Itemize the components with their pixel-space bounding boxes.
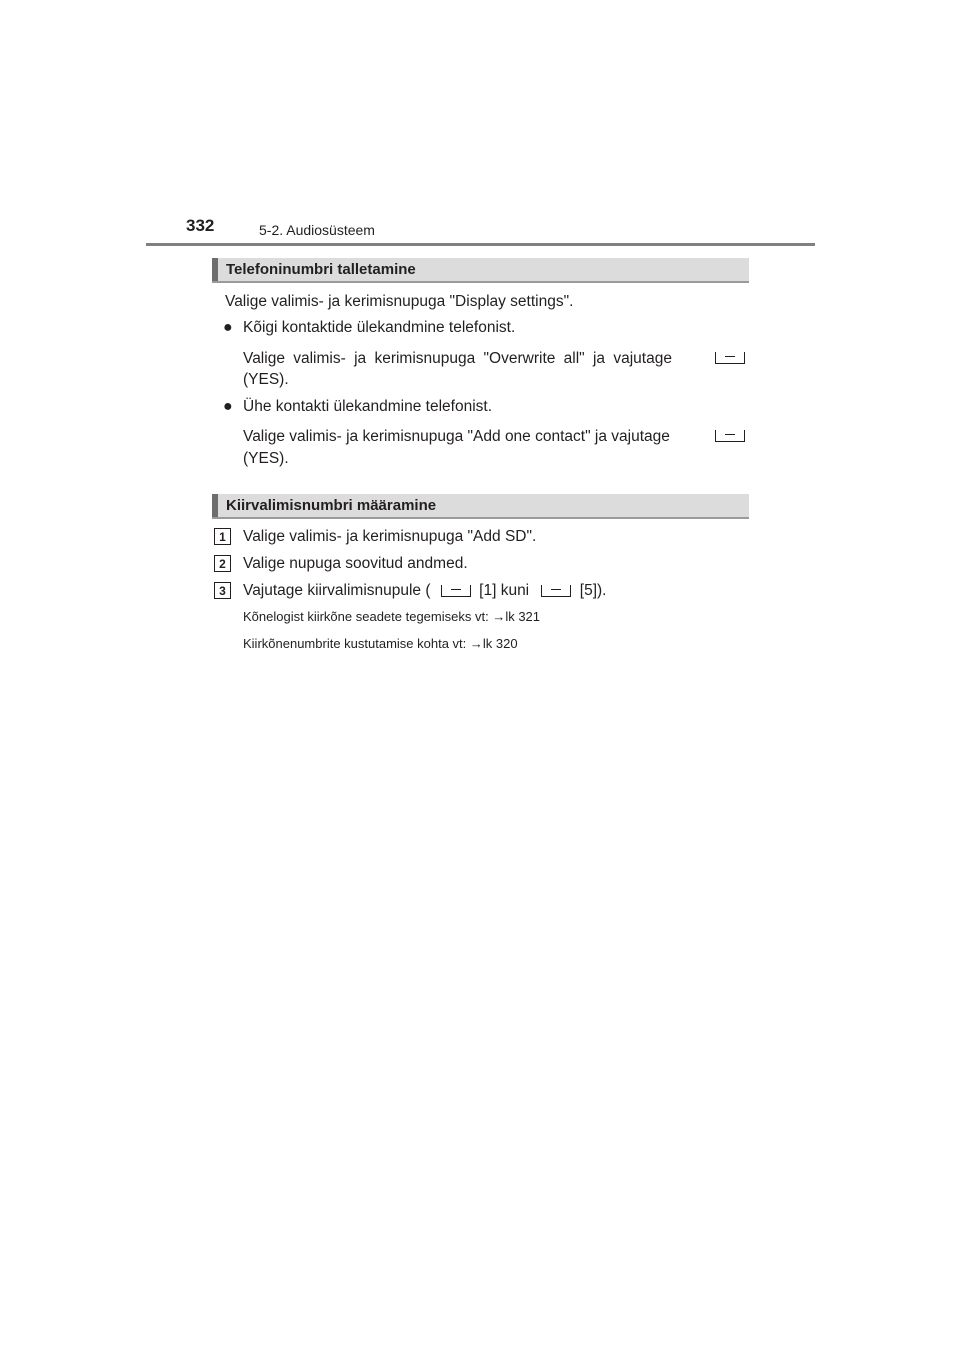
heading-bar xyxy=(212,258,218,281)
header-rule xyxy=(146,243,815,246)
button-icon xyxy=(715,430,745,442)
note-text: Kõnelogist kiirkõne seadete tegemiseks vt: xyxy=(243,609,489,624)
bullet-line: (YES). xyxy=(243,371,289,388)
step-number: 2 xyxy=(214,555,231,572)
bullet-marker: ● xyxy=(223,319,233,336)
button-icon xyxy=(715,352,745,364)
page-reference: lk 320 xyxy=(482,636,518,651)
chapter-title: 5-2. Audiosüsteem xyxy=(259,222,375,238)
note-line xyxy=(243,608,540,626)
step-text-part: [1] kuni xyxy=(479,582,530,599)
bullet-line: (YES). xyxy=(243,450,289,467)
bullet-heading: Ühe kontakti ülekandmine telefonist. xyxy=(243,398,493,415)
bullet-line: Valige valimis- ja kerimisnupuga "Add one contact" ja vajutage xyxy=(243,428,670,445)
arrow-icon: → xyxy=(469,636,483,651)
section-heading-phone-number xyxy=(212,258,749,283)
bullet-marker: ● xyxy=(223,398,233,415)
bullet-line: Valige valimis- ja kerimisnupuga "Overwrite all" ja vajutage xyxy=(243,350,672,367)
step-number: 3 xyxy=(214,582,231,599)
step-number: 1 xyxy=(214,528,231,545)
step-text: Valige nupuga soovitud andmed. xyxy=(243,555,468,572)
heading-bar xyxy=(212,494,218,517)
arrow-icon: → xyxy=(492,609,506,624)
step-text: Valige valimis- ja kerimisnupuga "Add SD". xyxy=(243,528,537,545)
button-icon xyxy=(541,585,571,597)
section-title: Kiirvalimisnumbri määramine xyxy=(226,497,437,514)
step-text-part: Vajutage kiirvalimisnupule ( xyxy=(243,582,431,599)
section-title: Telefoninumbri talletamine xyxy=(226,261,416,278)
intro-text: Valige valimis- ja kerimisnupuga "Display settings". xyxy=(225,293,574,310)
button-icon xyxy=(441,585,471,597)
page-number: 332 xyxy=(186,216,215,235)
bullet-heading: Kõigi kontaktide ülekandmine telefonist. xyxy=(243,319,516,336)
note-line xyxy=(243,635,518,653)
section-heading-speed-dial xyxy=(212,494,749,519)
note-text: Kiirkõnenumbrite kustutamise kohta vt: xyxy=(243,636,467,651)
step-text-part: [5]). xyxy=(579,582,607,599)
page-reference: lk 321 xyxy=(505,609,541,624)
step-text xyxy=(243,581,606,601)
